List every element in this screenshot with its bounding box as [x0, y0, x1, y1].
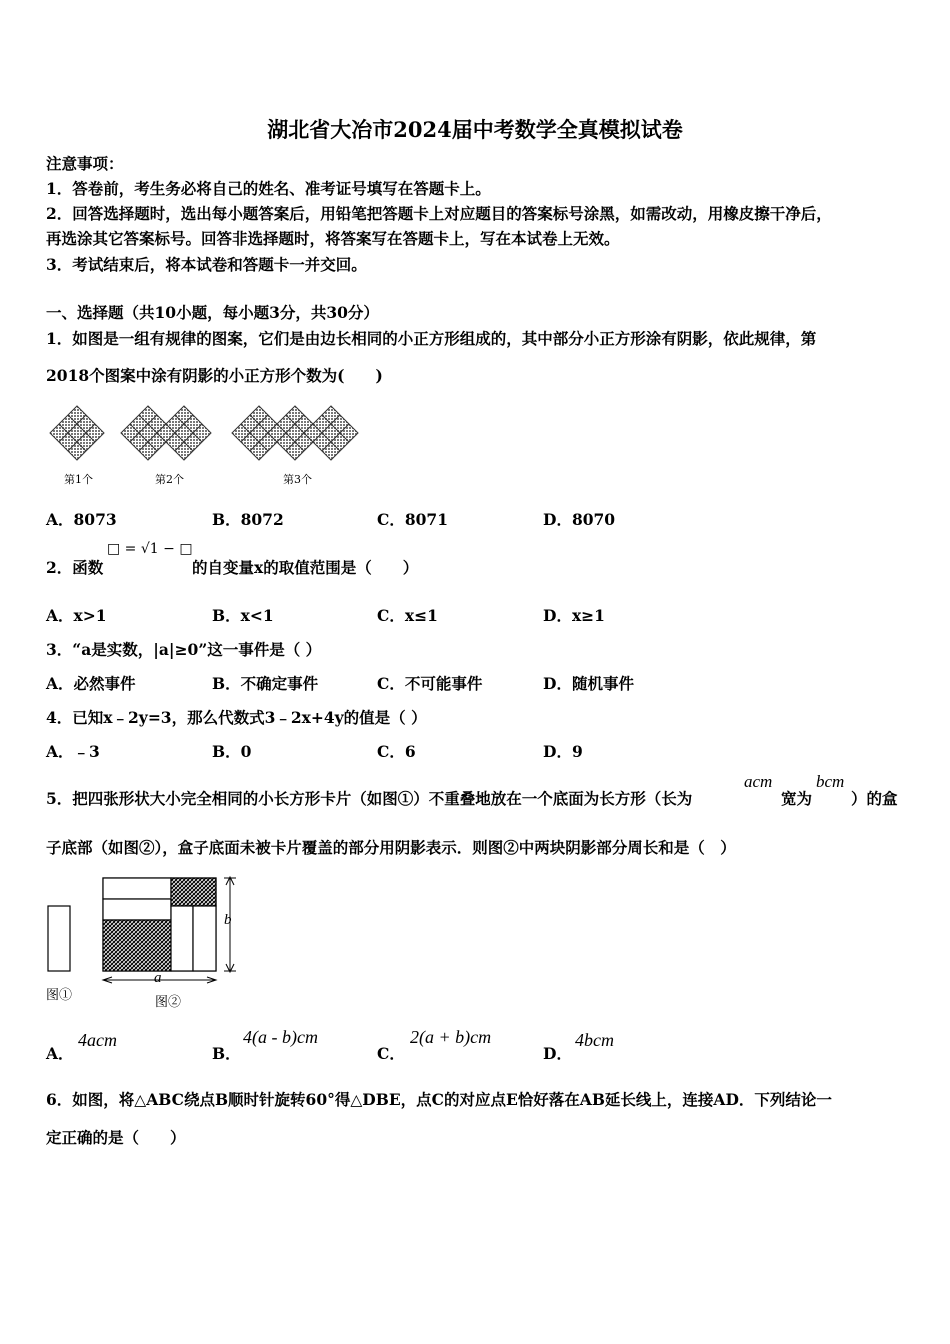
notice-item: 3．考试结束后，将本试卷和答题卡一并交回。	[46, 255, 367, 274]
q4-stem: 4．已知x﹣2y=3，那么代数式3﹣2x+4y的值是（ ）	[46, 708, 427, 727]
q5-shade-bottom	[103, 920, 171, 971]
q5-option-a-math: 4acm	[78, 1030, 117, 1050]
q2-option-c: C．x≤1	[377, 606, 438, 625]
q3-stem: 3．“a是实数，|a|≥0”这一事件是（ ）	[46, 640, 322, 659]
q5-card-top1	[103, 878, 171, 899]
q5-figure	[44, 872, 254, 1012]
q2-option-d: D．x≥1	[543, 606, 605, 625]
q2-option-b: B．x<1	[212, 606, 274, 625]
q4-option-c: C．6	[377, 742, 416, 761]
q5-shade-top	[171, 878, 216, 906]
q2-formula: □ = √1 − □	[107, 541, 193, 557]
q4-option-a: A．﹣3	[46, 742, 100, 761]
q1-stem-line1: 1．如图是一组有规律的图案，它们是由边长相同的小正方形组成的，其中部分小正方形涂有阴影，依此规律，第	[46, 329, 817, 348]
q1-pattern-2	[121, 406, 211, 460]
q5-stem-part3: ）的盒	[851, 789, 898, 808]
notice-item: 再选涂其它答案标号。回答非选择题时，将答案写在答题卡上，写在本试卷上无效。	[46, 229, 620, 248]
q5-card-top2	[103, 899, 171, 920]
q1-caption-2: 第2个	[155, 473, 184, 486]
q5-acm: acm	[744, 772, 773, 791]
q1-caption-1: 第1个	[64, 473, 93, 486]
q5-option-b-math: 4(a - b)cm	[243, 1027, 318, 1047]
notice-item: 1．答卷前，考生务必将自己的姓名、准考证号填写在答题卡上。	[46, 179, 491, 198]
q1-option-b: B．8072	[212, 510, 284, 529]
q5-bcm: bcm	[816, 772, 845, 791]
q5-option-d-label: D．	[543, 1044, 572, 1063]
q4-option-d: D．9	[543, 742, 583, 761]
page-title: 湖北省大冶市2024届中考数学全真模拟试卷	[267, 117, 683, 142]
q4-option-b: B．0	[212, 742, 252, 761]
section-heading: 一、选择题（共10小题，每小题3分，共30分）	[46, 303, 379, 322]
q1-pattern-1	[50, 406, 104, 460]
q1-pattern-3	[232, 406, 358, 460]
q6-stem-line1: 6．如图，将△ABC绕点B顺时针旋转60°得△DBE，点C的对应点E恰好落在AB延长线上，连接AD．下列结论一	[46, 1090, 832, 1109]
q5-stem-line2: 子底部（如图②），盒子底面未被卡片覆盖的部分用阴影表示．则图②中两块阴影部分周长和是（ ）	[46, 838, 736, 857]
q5-fig1-caption: 图①	[46, 988, 73, 1003]
q2-stem-prefix: 2．函数	[46, 558, 104, 577]
q1-option-a: A．8073	[46, 510, 117, 529]
q3-option-d: D．随机事件	[543, 674, 634, 693]
q3-option-a: A．必然事件	[46, 674, 136, 693]
q1-stem-line2: 2018个图案中涂有阴影的小正方形个数为( )	[46, 366, 383, 385]
q1-option-d: D．8070	[543, 510, 616, 529]
q5-stem-part2: 宽为	[781, 789, 813, 808]
q5-fig2-caption: 图②	[155, 995, 182, 1010]
q3-option-c: C．不可能事件	[377, 674, 483, 693]
q5-option-b-label: B．	[212, 1044, 241, 1063]
notice-item: 2．回答选择题时，选出每小题答案后，用铅笔把答题卡上对应题目的答案标号涂黑，如需改动，用橡皮擦干净后，	[46, 204, 832, 223]
q5-option-c-math: 2(a + b)cm	[410, 1027, 492, 1047]
q1-pattern-figure	[44, 400, 374, 470]
q5-label-a: a	[154, 970, 162, 986]
q1-option-c: C．8071	[377, 510, 448, 529]
q5-card-fig1	[48, 906, 70, 971]
q5-option-c-label: C．	[377, 1044, 405, 1063]
notice-heading: 注意事项：	[46, 154, 124, 173]
q5-card-v2	[193, 906, 216, 971]
q2-option-a: A．x>1	[46, 606, 107, 625]
q5-label-b: b	[224, 912, 232, 928]
q1-caption-3: 第3个	[283, 473, 312, 486]
q3-option-b: B．不确定事件	[212, 674, 319, 693]
q5-card-v1	[171, 906, 193, 971]
q2-stem-suffix: 的自变量x的取值范围是（ ）	[192, 558, 419, 577]
q6-stem-line2: 定正确的是（ ）	[46, 1128, 186, 1147]
q5-stem-part1: 5．把四张形状大小完全相同的小长方形卡片（如图①）不重叠地放在一个底面为长方形（长为	[46, 789, 693, 808]
q5-option-a-label: A．	[46, 1044, 74, 1063]
q5-option-d-math: 4bcm	[575, 1030, 614, 1050]
